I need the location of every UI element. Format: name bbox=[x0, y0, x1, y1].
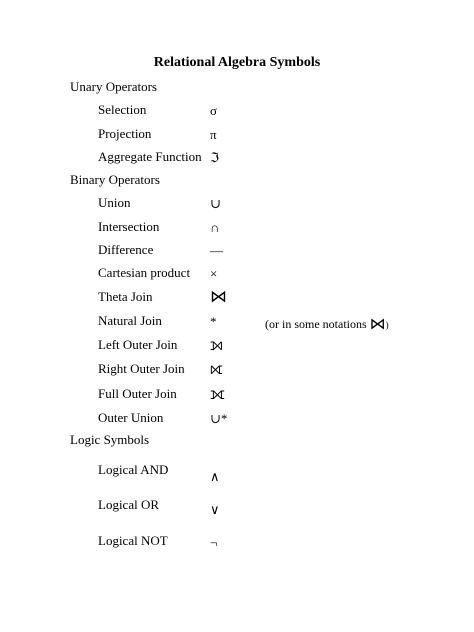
intersection-icon: ∩ bbox=[210, 220, 220, 235]
list-item-selection bbox=[98, 102, 398, 120]
left-outer-join-icon: ⟕ bbox=[210, 335, 223, 354]
section-heading-unary: Unary Operators bbox=[70, 79, 157, 94]
union-icon: ∪ bbox=[210, 196, 221, 211]
operator-label: Logical AND bbox=[98, 462, 169, 477]
section-heading-logic: Logic Symbols bbox=[70, 432, 150, 447]
bowtie-join-icon: ⋈ bbox=[210, 287, 227, 306]
logical-and-icon: ∧ bbox=[210, 469, 220, 484]
operator-label: Cartesian product bbox=[98, 265, 191, 280]
list-item-right-outer-join bbox=[98, 361, 398, 379]
list-item-cartesian-product bbox=[98, 265, 398, 283]
operator-label: Union bbox=[98, 195, 131, 210]
note-close: ) bbox=[385, 320, 389, 330]
right-outer-join-icon: ⟖ bbox=[210, 359, 223, 378]
asterisk-icon: * bbox=[210, 314, 217, 329]
minus-icon: — bbox=[210, 243, 223, 258]
list-item-intersection bbox=[98, 219, 398, 237]
operator-label: Left Outer Join bbox=[98, 337, 178, 352]
operator-label: Intersection bbox=[98, 219, 160, 234]
operator-label: Outer Union bbox=[98, 410, 164, 425]
bowtie-join-icon: ⋈ bbox=[369, 316, 386, 333]
full-outer-join-icon: ⟗ bbox=[210, 384, 225, 403]
operator-label: Natural Join bbox=[98, 313, 162, 328]
fraktur-i-icon: ℑ bbox=[210, 150, 220, 165]
list-item-outer-union bbox=[98, 410, 398, 428]
list-item-left-outer-join bbox=[98, 337, 398, 355]
logical-not-icon: ¬ bbox=[210, 535, 218, 550]
pi-icon: π bbox=[210, 127, 217, 142]
operator-label: Difference bbox=[98, 242, 154, 257]
list-item-union bbox=[98, 195, 398, 213]
outer-union-icon: ∪* bbox=[210, 411, 228, 426]
logical-or-icon: ∨ bbox=[210, 502, 220, 517]
list-item-difference bbox=[98, 242, 398, 260]
operator-label: Logical OR bbox=[98, 497, 160, 512]
note-text: (or in some notations bbox=[265, 317, 370, 331]
list-item-natural-join bbox=[98, 313, 398, 331]
page-title: Relational Algebra Symbols bbox=[153, 55, 321, 70]
list-item-aggregate-function bbox=[98, 149, 398, 167]
list-item-logical-or bbox=[98, 497, 398, 515]
operator-label: Logical NOT bbox=[98, 533, 168, 548]
alternate-notation-note bbox=[265, 314, 389, 334]
operator-label: Projection bbox=[98, 126, 152, 141]
operator-label: Full Outer Join bbox=[98, 386, 177, 401]
operator-label: Right Outer Join bbox=[98, 361, 185, 376]
sigma-icon: σ bbox=[210, 103, 218, 118]
list-item-logical-and bbox=[98, 462, 398, 484]
times-icon: × bbox=[210, 266, 218, 281]
list-item-projection bbox=[98, 126, 398, 144]
operator-label: Theta Join bbox=[98, 289, 153, 304]
list-item-full-outer-join bbox=[98, 386, 398, 404]
section-heading-binary: Binary Operators bbox=[70, 172, 160, 187]
operator-label: Selection bbox=[98, 102, 147, 117]
list-item-logical-not bbox=[98, 533, 398, 551]
list-item-theta-join bbox=[98, 289, 398, 307]
operator-label: Aggregate Function bbox=[98, 149, 202, 164]
